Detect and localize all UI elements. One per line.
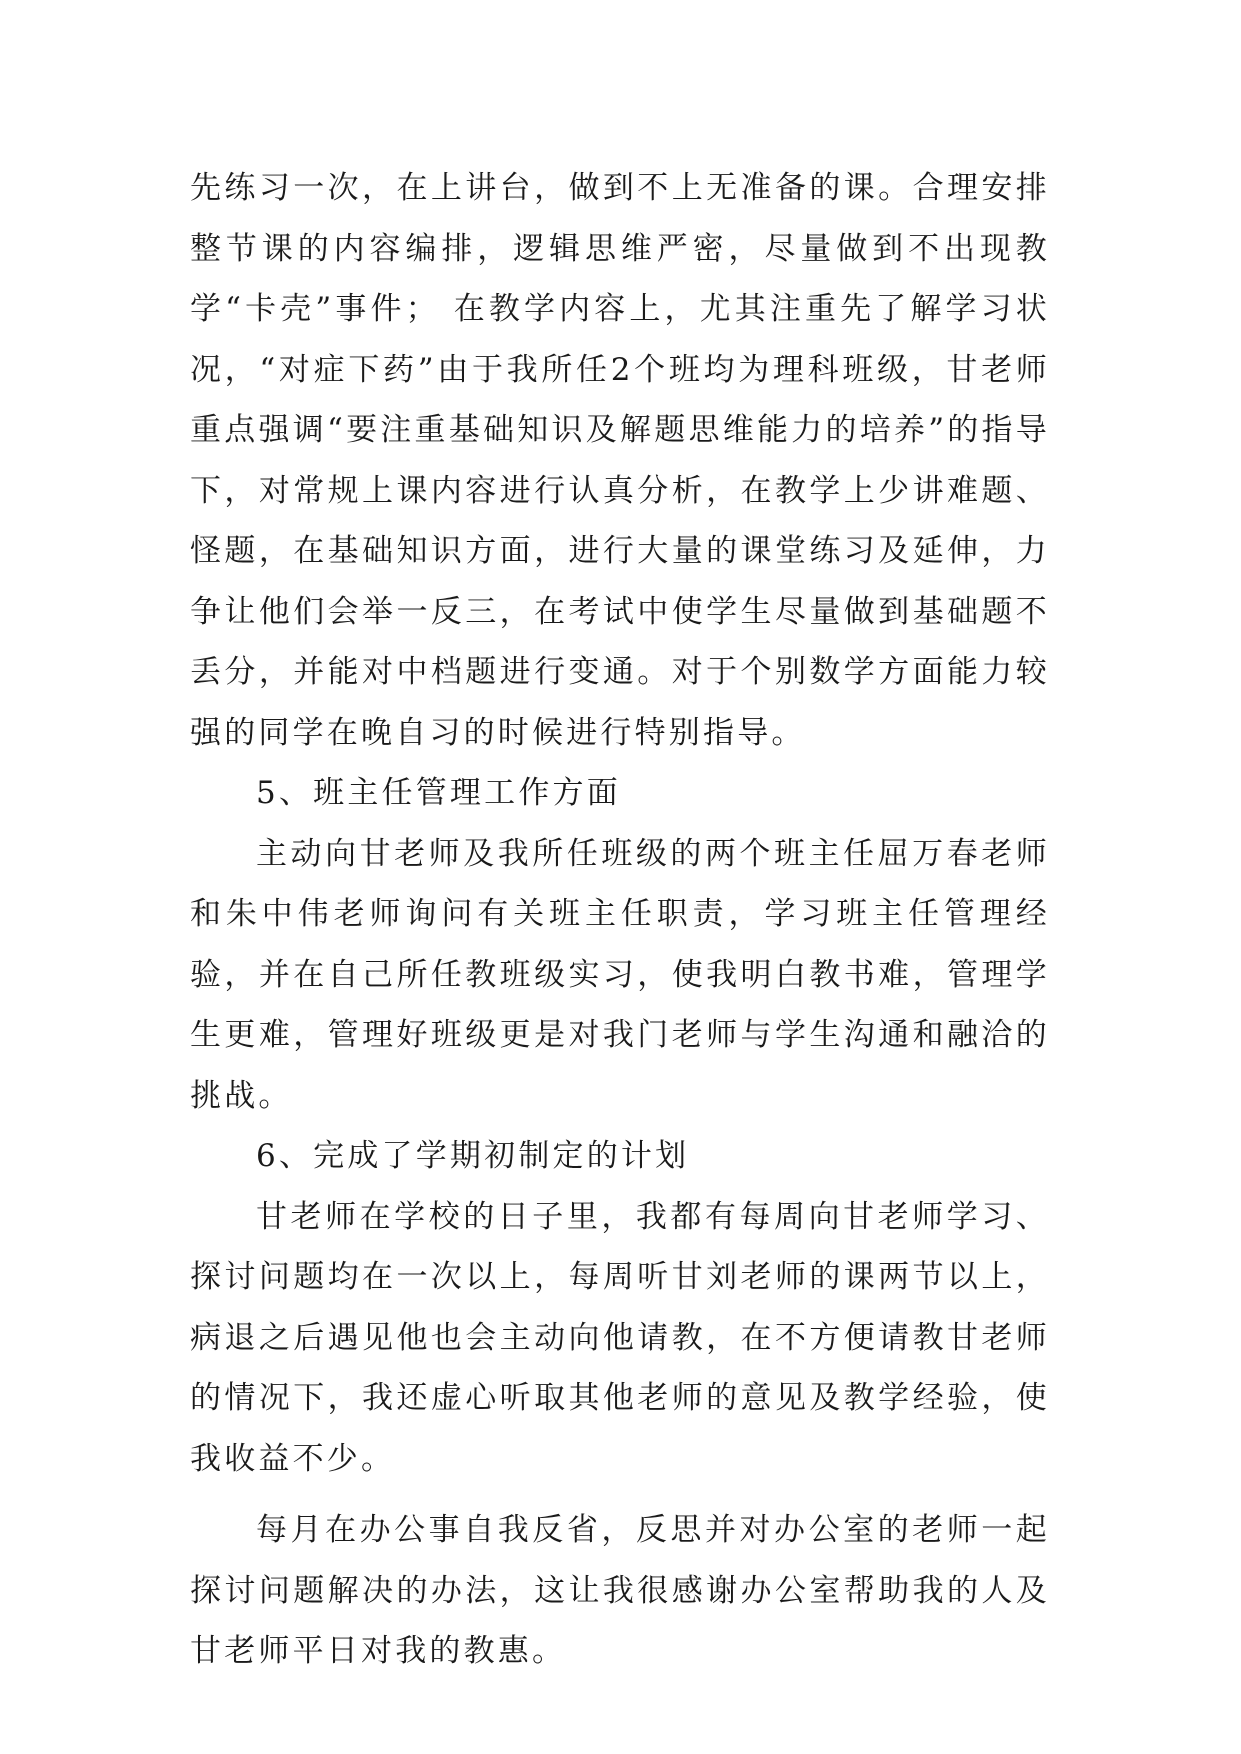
- heading-class-management: 5、班主任管理工作方面: [256, 775, 621, 811]
- paragraph-monthly-reflection: 每月在办公事自我反省，反思并对办公室的老师一起探讨问题解决的办法，这让我很感谢办公室帮助我的人及甘老师平日对我的教惠。: [190, 1512, 1050, 1669]
- paragraph-teaching-preparation: 先练习一次，在上讲台，做到不上无准备的课。合理安排整节课的内容编排，逻辑思维严密，尽量做到不出现教学“卡壳”事件； 在教学内容上，尤其注重先了解学习状况，“对症下药”由于我所任2个班均为理科班级，甘老师重点强调“要注重基础知识及解题思维能力的培养”的指导下，对常规上课内容进行认真分析，在教学上少讲难题、怪题，在基础知识方面，进行大量的课堂练习及延伸，力争让他们会举一反三，在考试中使学生尽量做到基础题不丢分，并能对中档题进行变通。对于个别数学方面能力较强的同学在晚自习的时候进行特别指导。: [190, 170, 1050, 751]
- heading-plan-completion: 6、完成了学期初制定的计划: [256, 1138, 690, 1174]
- document-body: [190, 158, 1050, 1682]
- paragraph-plan-completion: 甘老师在学校的日子里，我都有每周向甘老师学习、探讨问题均在一次以上，每周听甘刘老师的课两节以上，病退之后遇见他也会主动向他请教，在不方便请教甘老师的情况下，我还虚心听取其他老师的意见及教学经验，使我收益不少。: [190, 1198, 1050, 1477]
- paragraph-class-management: 主动向甘老师及我所任班级的两个班主任屈万春老师和朱中伟老师询问有关班主任职责，学习班主任管理经验，并在自己所任教班级实习，使我明白教书难，管理学生更难，管理好班级更是对我门老师与学生沟通和融洽的挑战。: [190, 835, 1050, 1114]
